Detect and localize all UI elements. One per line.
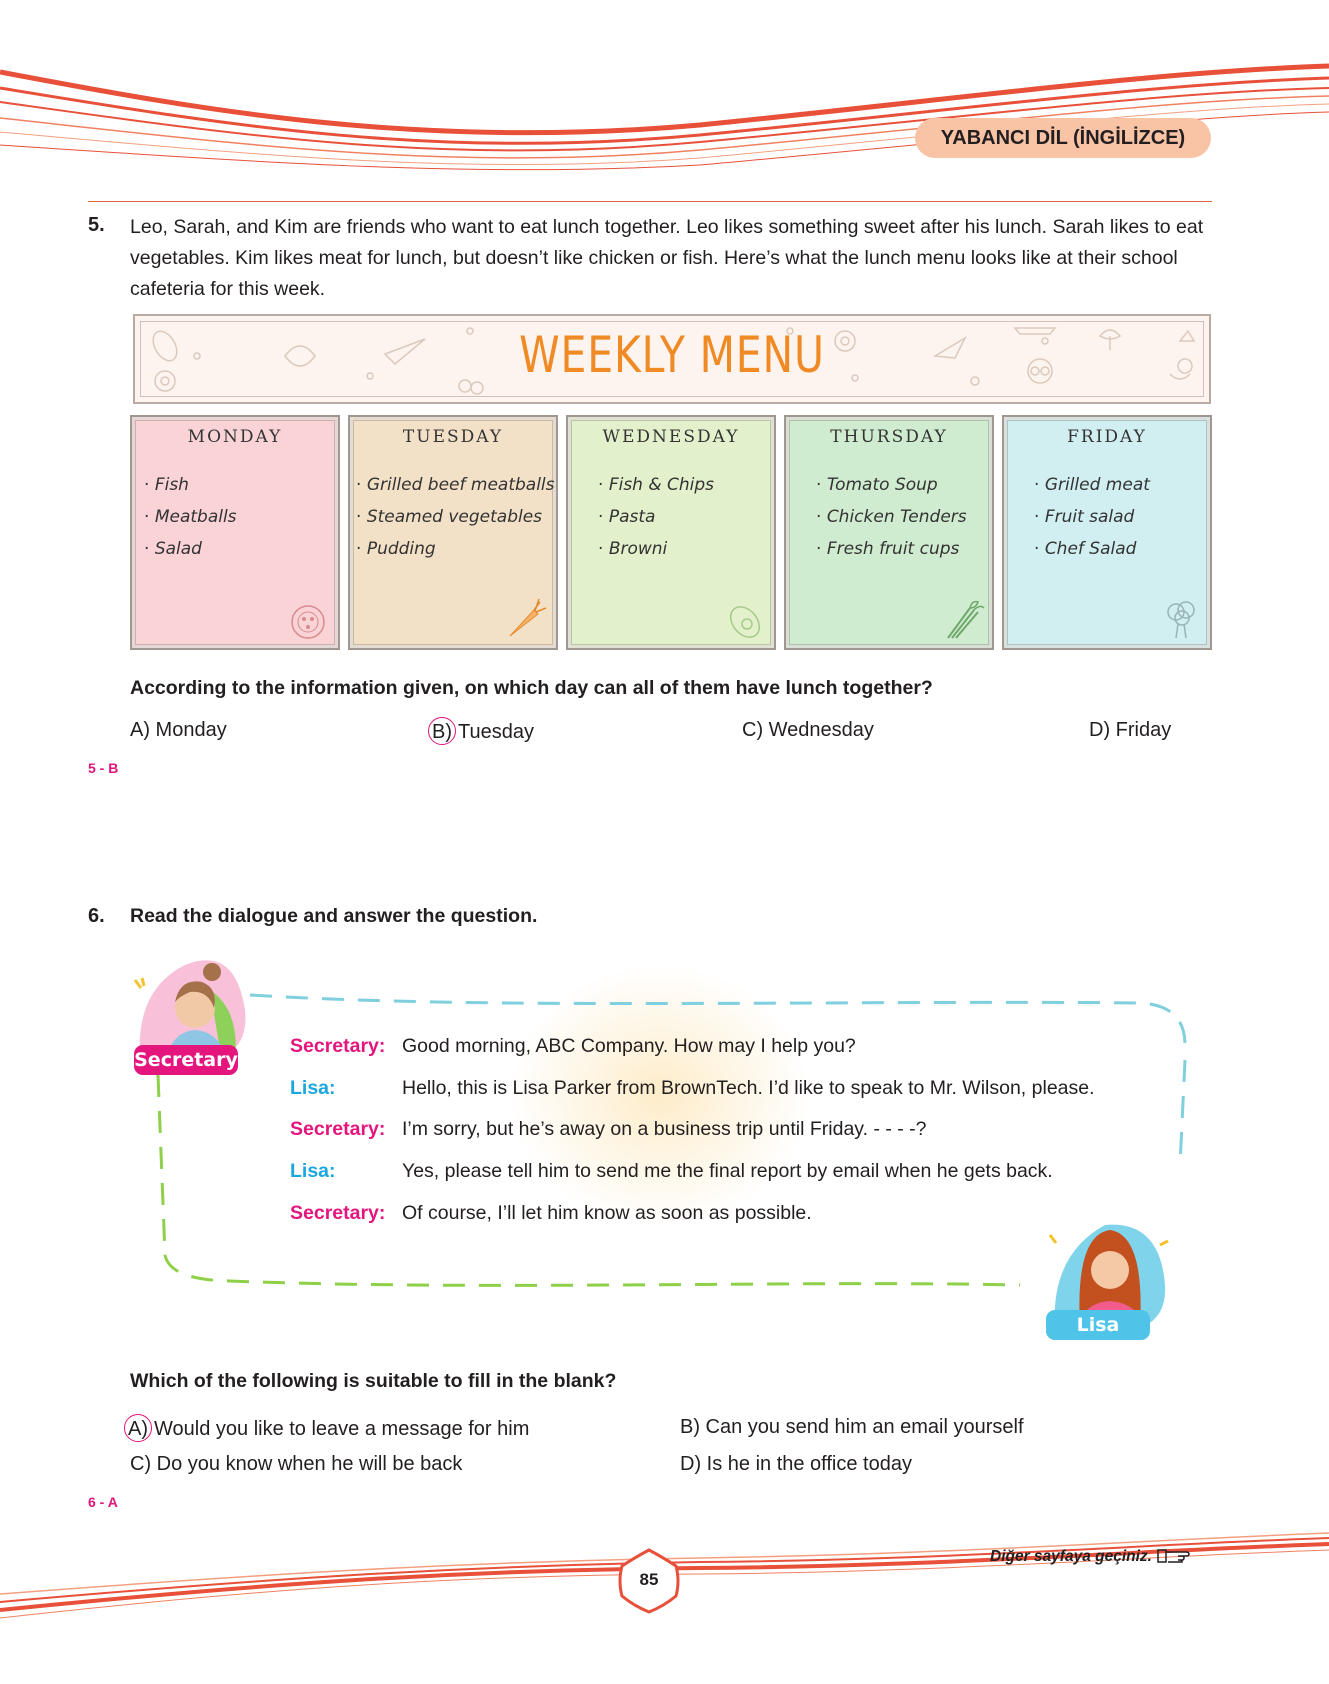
day-title: MONDAY [187,427,283,447]
menu-item: · Fresh fruit cups [816,533,967,565]
avocado-icon [722,602,768,642]
dialogue-line: I’m sorry, but he’s away on a business trip until Friday. - - - -? [402,1118,927,1140]
menu-item-list [144,469,237,565]
day-title: FRIDAY [1067,427,1147,447]
menu-item: · Salad [144,533,237,565]
menu-item: · Chef Salad [1034,533,1150,565]
dialogue-line: Hello, this is Lisa Parker from BrownTech. I’d like to speak to Mr. Wilson, please. [402,1077,1095,1099]
q6-option-b[interactable]: B) Can you send him an email yourself [680,1416,1024,1438]
day-title: TUESDAY [402,427,504,447]
menu-item: · Browni [598,533,714,565]
question-6-prompt: Read the dialogue and answer the question. [130,905,538,927]
menu-item: · Grilled beef meatballs [356,469,555,501]
tomato-icon [286,602,332,642]
menu-item: · Chicken Tenders [816,501,967,533]
weekly-menu-title: WEEKLY MENU [519,326,825,384]
dialogue-speaker: Secretary: [290,1035,386,1057]
day-title: WEDNESDAY [602,427,740,447]
answer-key-6: 6 - A [88,1494,118,1510]
answer-circle: A) [124,1414,152,1442]
menu-item: · Grilled meat [1034,469,1150,501]
menu-card-thursday [784,415,994,650]
q5-option-d[interactable]: D) Friday [1089,719,1172,741]
menu-item-list [1034,469,1150,565]
page-number: 85 [639,1570,659,1589]
dialogue-speaker: Secretary: [290,1118,386,1140]
menu-item-list [598,469,714,565]
celery-icon [940,596,986,642]
menu-item-list [816,469,967,565]
q5-option-a[interactable]: A) Monday [130,719,227,741]
menu-item: · Tomato Soup [816,469,967,501]
menu-item: · Pasta [598,501,714,533]
menu-card-wednesday [566,415,776,650]
menu-item: · Fruit salad [1034,501,1150,533]
question-5-text: Leo, Sarah, and Kim are friends who want to eat lunch together. Leo likes something sweet after his lunch. Sarah likes to eat vegetables. Kim likes meat for lunch, but doesn’t like chicken or fish. Here’s what the lunch menu looks like at their school cafeteria for this week. [130,216,1204,300]
option-b-text: Tuesday [458,721,534,743]
menu-item: · Meatballs [144,501,237,533]
menu-item: · Fish & Chips [598,469,714,501]
q6-option-c[interactable]: C) Do you know when he will be back [130,1453,463,1475]
question-6-number: 6. [88,905,105,927]
dialogue-speaker: Lisa: [290,1160,336,1182]
dialogue-line: Yes, please tell him to send me the final report by email when he gets back. [402,1160,1053,1182]
menu-item: · Fish [144,469,237,501]
q6-option-a[interactable] [130,1414,529,1442]
menu-item: · Steamed vegetables [356,501,555,533]
secretary-name-tag: Secretary [134,1045,238,1075]
answer-key-5: 5 - B [88,760,119,776]
subject-badge: YABANCI DİL (İNGİLİZCE) [915,118,1211,158]
menu-card-monday [130,415,340,650]
food-doodles-decoration [135,316,1209,402]
next-page-text: Diğer sayfaya geçiniz. [990,1548,1152,1565]
q5-option-c[interactable]: C) Wednesday [742,719,874,741]
next-page-note [990,1546,1190,1566]
menu-item: · Pudding [356,533,555,565]
menu-card-friday [1002,415,1212,650]
dialogue-speaker: Secretary: [290,1202,386,1224]
menu-item-list [356,469,555,565]
dialogue-line: Of course, I’ll let him know as soon as possible. [402,1202,812,1224]
option-a-text: Would you like to leave a message for him [154,1418,530,1440]
header-divider [88,201,1212,202]
lisa-name-tag: Lisa [1046,1310,1150,1340]
question-5-prompt: According to the information given, on which day can all of them have lunch together? [130,677,933,699]
weekly-menu-banner [133,314,1211,404]
question-6-question: Which of the following is suitable to fill in the blank? [130,1370,617,1392]
carrot-icon [504,596,550,642]
dialogue-line: Good morning, ABC Company. How may I help you? [402,1035,856,1057]
q5-option-b[interactable] [434,717,534,745]
broccoli-icon [1158,596,1204,642]
question-5-number: 5. [88,214,105,236]
answer-circle: B) [428,717,456,745]
q6-option-d[interactable]: D) Is he in the office today [680,1453,912,1475]
day-title: THURSDAY [830,427,948,447]
menu-card-tuesday [348,415,558,650]
pointing-hand-icon [1156,1546,1190,1564]
dialogue-speaker: Lisa: [290,1077,336,1099]
